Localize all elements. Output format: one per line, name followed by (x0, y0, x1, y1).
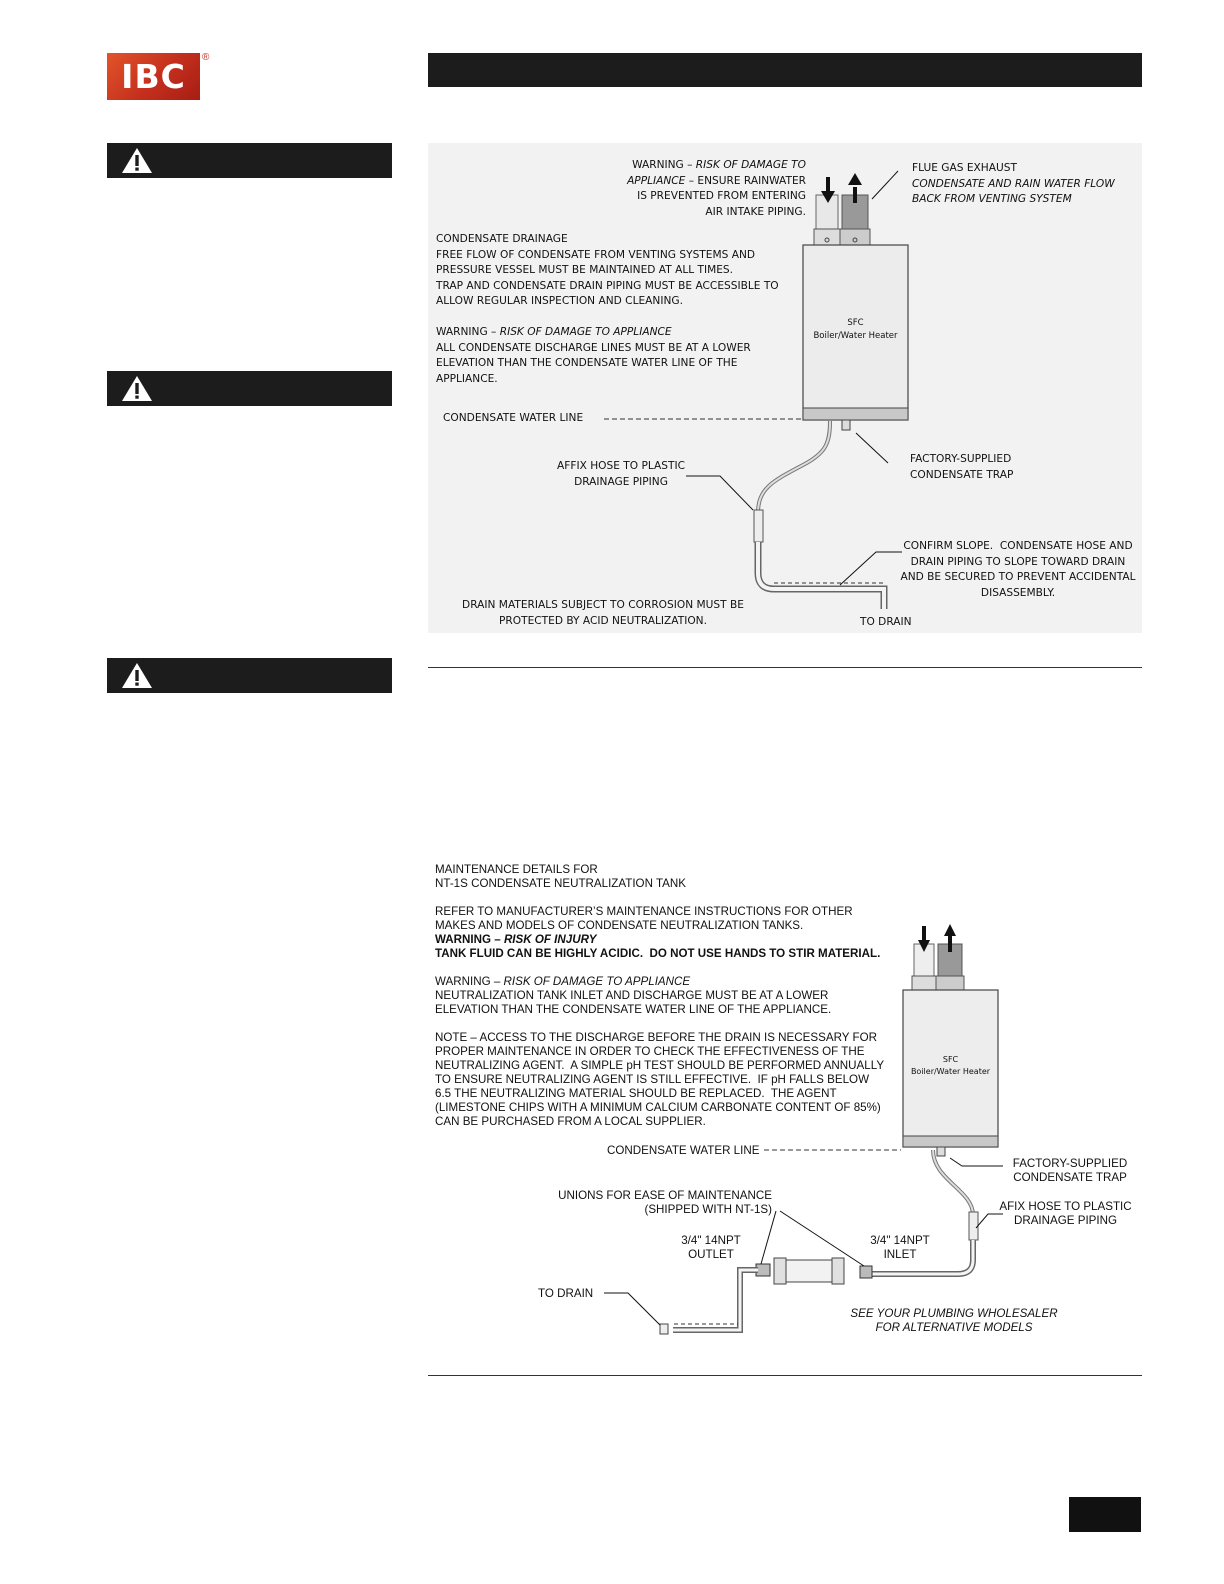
maintenance-note-text: NOTE – ACCESS TO THE DISCHARGE BEFORE THE DRAIN IS NECESSARY FOR PROPER MAINTENANCE IN ORDER TO CHECK THE EFFECTIVENESS OF THE NEUTRALIZING AGENT. A SIMPLE pH TEST SHOULD BE PERFORMED ANNUALLY TO ENSURE NEUTRALIZING AGENT IS STILL EFFECTIVE. IF pH FALLS BELOW 6.5 THE NEUTRALIZING MATERIAL SHOULD BE REPLACED. THE AGENT (LIMESTONE CHIPS WITH A MINIMUM CALCIUM CARBONATE CONTENT OF 85%) CAN BE PURCHASED FROM A LOCAL SUPPLIER. (435, 1031, 885, 1128)
drainage-text: CONDENSATE DRAINAGE FREE FLOW OF CONDENSATE FROM VENTING SYSTEMS AND PRESSURE VESSEL MUST BE MAINTAINED AT ALL TIMES. TRAP AND CONDENSATE DRAIN PIPING MUST BE ACCESSIBLE TO ALLOW REGULAR INSPECTION AND CLEANING. (436, 233, 779, 307)
ibc-logo (107, 53, 200, 100)
inlet-label: 3/4" 14NPT INLET (870, 1234, 930, 1261)
appliance-warning-text: WARNING – RISK OF DAMAGE TO APPLIANCE NEUTRALIZATION TANK INLET AND DISCHARGE MUST BE AT A LOWER ELEVATION THAN THE CONDENSATE WATER LINE OF THE APPLIANCE. (435, 975, 832, 1016)
section-divider (428, 667, 1142, 668)
warning-banner-2 (107, 371, 392, 406)
warning-icon (121, 662, 153, 689)
water-line-label: CONDENSATE WATER LINE (607, 1144, 760, 1157)
section-header-bar (428, 53, 1142, 87)
warning-banner-3 (107, 658, 392, 693)
discharge-warning-text: WARNING – RISK OF DAMAGE TO APPLIANCE ALL CONDENSATE DISCHARGE LINES MUST BE AT A LOWER ELEVATION THAN THE CONDENSATE WATER LINE OF THE APPLIANCE. (436, 326, 751, 385)
condensate-drainage-diagram (428, 143, 1142, 633)
outlet-label: 3/4" 14NPT OUTLET (681, 1234, 741, 1261)
unit-label: SFC Boiler/Water Heater (813, 318, 898, 341)
warning-icon (121, 147, 153, 174)
water-line-label: CONDENSATE WATER LINE (443, 412, 584, 424)
corrosion-label: DRAIN MATERIALS SUBJECT TO CORROSION MUST BE PROTECTED BY ACID NEUTRALIZATION. (462, 599, 744, 627)
neutralization-tank-diagram (428, 860, 1142, 1340)
refer-text: REFER TO MANUFACTURER’S MAINTENANCE INSTRUCTIONS FOR OTHER MAKES AND MODELS OF CONDENSATE NEUTRALIZATION TANKS. (435, 905, 853, 932)
logo-text: IBC (121, 57, 186, 96)
trap-label: FACTORY-SUPPLIED CONDENSATE TRAP (1012, 1157, 1128, 1184)
warning-icon (121, 375, 153, 402)
unions-label: UNIONS FOR EASE OF MAINTENANCE (SHIPPED WITH NT-1S) (558, 1189, 772, 1216)
injury-warning-text: WARNING – RISK OF INJURY TANK FLUID CAN BE HIGHLY ACIDIC. DO NOT USE HANDS TO STIR MATERIAL. (435, 933, 881, 960)
wholesaler-note: SEE YOUR PLUMBING WHOLESALER FOR ALTERNATIVE MODELS (850, 1307, 1058, 1334)
to-drain-label: TO DRAIN (860, 616, 912, 628)
section-divider (428, 1375, 1142, 1376)
trap-label: FACTORY-SUPPLIED CONDENSATE TRAP (910, 453, 1014, 481)
affix-label: AFFIX HOSE TO PLASTIC DRAINAGE PIPING (557, 460, 685, 488)
flue-gas-text: FLUE GAS EXHAUST CONDENSATE AND RAIN WATER FLOW BACK FROM VENTING SYSTEM (912, 162, 1115, 205)
warning-banner-1 (107, 143, 392, 178)
unit-label: SFC Boiler/Water Heater (910, 1055, 991, 1076)
registered-mark: ® (202, 52, 210, 63)
maintenance-title: MAINTENANCE DETAILS FOR NT-1S CONDENSATE NEUTRALIZATION TANK (435, 863, 687, 890)
afix-label: AFIX HOSE TO PLASTIC DRAINAGE PIPING (999, 1200, 1132, 1227)
rain-warning-text: WARNING – RISK OF DAMAGE TO APPLIANCE – ENSURE RAINWATER IS PREVENTED FROM ENTERING AIR INTAKE PIPING. (627, 159, 806, 218)
page-number-box (1069, 1497, 1141, 1532)
slope-label: CONFIRM SLOPE. CONDENSATE HOSE AND DRAIN PIPING TO SLOPE TOWARD DRAIN AND BE SECURED TO PREVENT ACCIDENTAL DISASSEMBLY. (900, 540, 1136, 599)
to-drain-label: TO DRAIN (538, 1287, 594, 1300)
